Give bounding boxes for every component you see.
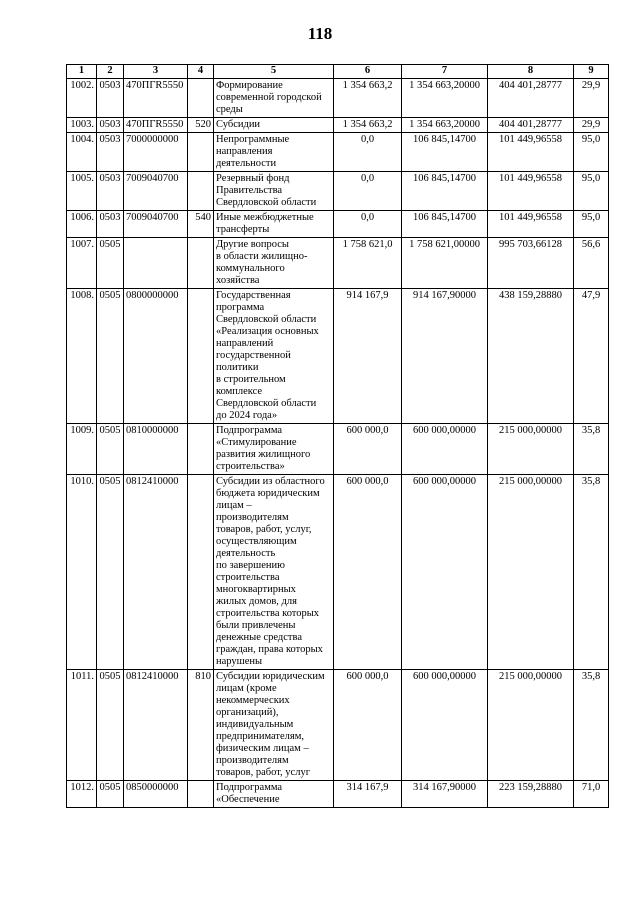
item-name: Подпрограмма «Стимулирование развития жилищного строительства» xyxy=(214,424,334,475)
execution-percent: 35,8 xyxy=(574,475,609,670)
execution-percent: 29,9 xyxy=(574,79,609,118)
section-code: 0505 xyxy=(97,475,124,670)
execution-percent: 56,6 xyxy=(574,238,609,289)
expense-type-code xyxy=(188,475,214,670)
target-item-code: 470ПГR5550 xyxy=(124,79,188,118)
section-code: 0505 xyxy=(97,670,124,781)
column-header: 6 xyxy=(334,65,402,79)
row-number: 1012. xyxy=(67,781,97,808)
item-name: Резервный фонд Правительства Свердловской области xyxy=(214,172,334,211)
executed-amount: 995 703,66128 xyxy=(488,238,574,289)
target-item-code: 0800000000 xyxy=(124,289,188,424)
table-body xyxy=(67,79,609,808)
execution-percent: 95,0 xyxy=(574,172,609,211)
approved-amount: 1 758 621,0 xyxy=(334,238,402,289)
item-name: Иные межбюджетные трансферты xyxy=(214,211,334,238)
column-header: 4 xyxy=(188,65,214,79)
item-name: Государственная программа Свердловской области «Реализация основных направлений государственной политики в строительном комплексе Свердловской области до 2024 года» xyxy=(214,289,334,424)
approved-amount: 1 354 663,2 xyxy=(334,79,402,118)
executed-amount: 101 449,96558 xyxy=(488,172,574,211)
item-name: Непрограммные направления деятельности xyxy=(214,133,334,172)
expense-type-code xyxy=(188,289,214,424)
expense-type-code xyxy=(188,424,214,475)
table-row xyxy=(67,670,609,781)
target-item-code: 7009040700 xyxy=(124,172,188,211)
budget-table xyxy=(66,64,609,808)
updated-amount: 1 758 621,00000 xyxy=(402,238,488,289)
column-header: 7 xyxy=(402,65,488,79)
section-code: 0503 xyxy=(97,211,124,238)
target-item-code: 470ПГR5550 xyxy=(124,118,188,133)
execution-percent: 71,0 xyxy=(574,781,609,808)
target-item-code xyxy=(124,238,188,289)
target-item-code: 7009040700 xyxy=(124,211,188,238)
approved-amount: 0,0 xyxy=(334,133,402,172)
row-number: 1003. xyxy=(67,118,97,133)
item-name: Формирование современной городской среды xyxy=(214,79,334,118)
executed-amount: 404 401,28777 xyxy=(488,118,574,133)
approved-amount: 600 000,0 xyxy=(334,424,402,475)
section-code: 0505 xyxy=(97,781,124,808)
row-number: 1004. xyxy=(67,133,97,172)
table-row xyxy=(67,118,609,133)
target-item-code: 0812410000 xyxy=(124,670,188,781)
executed-amount: 101 449,96558 xyxy=(488,133,574,172)
updated-amount: 600 000,00000 xyxy=(402,475,488,670)
column-header: 1 xyxy=(67,65,97,79)
row-number: 1010. xyxy=(67,475,97,670)
executed-amount: 223 159,28880 xyxy=(488,781,574,808)
row-number: 1002. xyxy=(67,79,97,118)
updated-amount: 314 167,90000 xyxy=(402,781,488,808)
table-row xyxy=(67,475,609,670)
approved-amount: 0,0 xyxy=(334,211,402,238)
section-code: 0505 xyxy=(97,238,124,289)
execution-percent: 35,8 xyxy=(574,424,609,475)
execution-percent: 47,9 xyxy=(574,289,609,424)
table-row xyxy=(67,424,609,475)
execution-percent: 95,0 xyxy=(574,211,609,238)
row-number: 1007. xyxy=(67,238,97,289)
section-code: 0503 xyxy=(97,118,124,133)
column-header: 2 xyxy=(97,65,124,79)
expense-type-code: 810 xyxy=(188,670,214,781)
item-name: Другие вопросы в области жилищно- коммунального хозяйства xyxy=(214,238,334,289)
table-row xyxy=(67,133,609,172)
column-header: 9 xyxy=(574,65,609,79)
expense-type-code xyxy=(188,781,214,808)
approved-amount: 600 000,0 xyxy=(334,670,402,781)
executed-amount: 215 000,00000 xyxy=(488,670,574,781)
section-code: 0503 xyxy=(97,133,124,172)
updated-amount: 106 845,14700 xyxy=(402,133,488,172)
expense-type-code: 520 xyxy=(188,118,214,133)
execution-percent: 95,0 xyxy=(574,133,609,172)
section-code: 0503 xyxy=(97,172,124,211)
column-header: 5 xyxy=(214,65,334,79)
target-item-code: 0850000000 xyxy=(124,781,188,808)
expense-type-code xyxy=(188,133,214,172)
section-code: 0505 xyxy=(97,424,124,475)
column-header: 3 xyxy=(124,65,188,79)
expense-type-code xyxy=(188,172,214,211)
target-item-code: 0810000000 xyxy=(124,424,188,475)
table-row xyxy=(67,781,609,808)
row-number: 1006. xyxy=(67,211,97,238)
table-row xyxy=(67,79,609,118)
updated-amount: 1 354 663,20000 xyxy=(402,118,488,133)
updated-amount: 106 845,14700 xyxy=(402,211,488,238)
executed-amount: 404 401,28777 xyxy=(488,79,574,118)
approved-amount: 914 167,9 xyxy=(334,289,402,424)
approved-amount: 1 354 663,2 xyxy=(334,118,402,133)
table-row xyxy=(67,172,609,211)
execution-percent: 29,9 xyxy=(574,118,609,133)
executed-amount: 215 000,00000 xyxy=(488,424,574,475)
section-code: 0505 xyxy=(97,289,124,424)
expense-type-code: 540 xyxy=(188,211,214,238)
section-code: 0503 xyxy=(97,79,124,118)
updated-amount: 914 167,90000 xyxy=(402,289,488,424)
item-name: Субсидии юридическим лицам (кроме некоммерческих организаций), индивидуальным предпринимателям, физическим лицам – производителям товаров, работ, услуг xyxy=(214,670,334,781)
executed-amount: 215 000,00000 xyxy=(488,475,574,670)
page-number: 118 xyxy=(307,24,333,43)
approved-amount: 600 000,0 xyxy=(334,475,402,670)
row-number: 1009. xyxy=(67,424,97,475)
table-row xyxy=(67,289,609,424)
expense-type-code xyxy=(188,238,214,289)
item-name: Субсидии xyxy=(214,118,334,133)
updated-amount: 600 000,00000 xyxy=(402,424,488,475)
table-row xyxy=(67,211,609,238)
updated-amount: 1 354 663,20000 xyxy=(402,79,488,118)
executed-amount: 438 159,28880 xyxy=(488,289,574,424)
updated-amount: 600 000,00000 xyxy=(402,670,488,781)
row-number: 1011. xyxy=(67,670,97,781)
execution-percent: 35,8 xyxy=(574,670,609,781)
target-item-code: 0812410000 xyxy=(124,475,188,670)
expense-type-code xyxy=(188,79,214,118)
executed-amount: 101 449,96558 xyxy=(488,211,574,238)
item-name: Подпрограмма «Обеспечение xyxy=(214,781,334,808)
item-name: Субсидии из областного бюджета юридическим лицам – производителям товаров, работ, услуг, осуществляющим деятельность по завершению строительства многоквартирных жилых домов, для строительства которых были привлечены денежные средства граждан, права которых нарушены xyxy=(214,475,334,670)
target-item-code: 7000000000 xyxy=(124,133,188,172)
approved-amount: 0,0 xyxy=(334,172,402,211)
row-number: 1008. xyxy=(67,289,97,424)
updated-amount: 106 845,14700 xyxy=(402,172,488,211)
approved-amount: 314 167,9 xyxy=(334,781,402,808)
row-number: 1005. xyxy=(67,172,97,211)
column-header: 8 xyxy=(488,65,574,79)
table-row xyxy=(67,238,609,289)
header-row xyxy=(67,65,609,79)
